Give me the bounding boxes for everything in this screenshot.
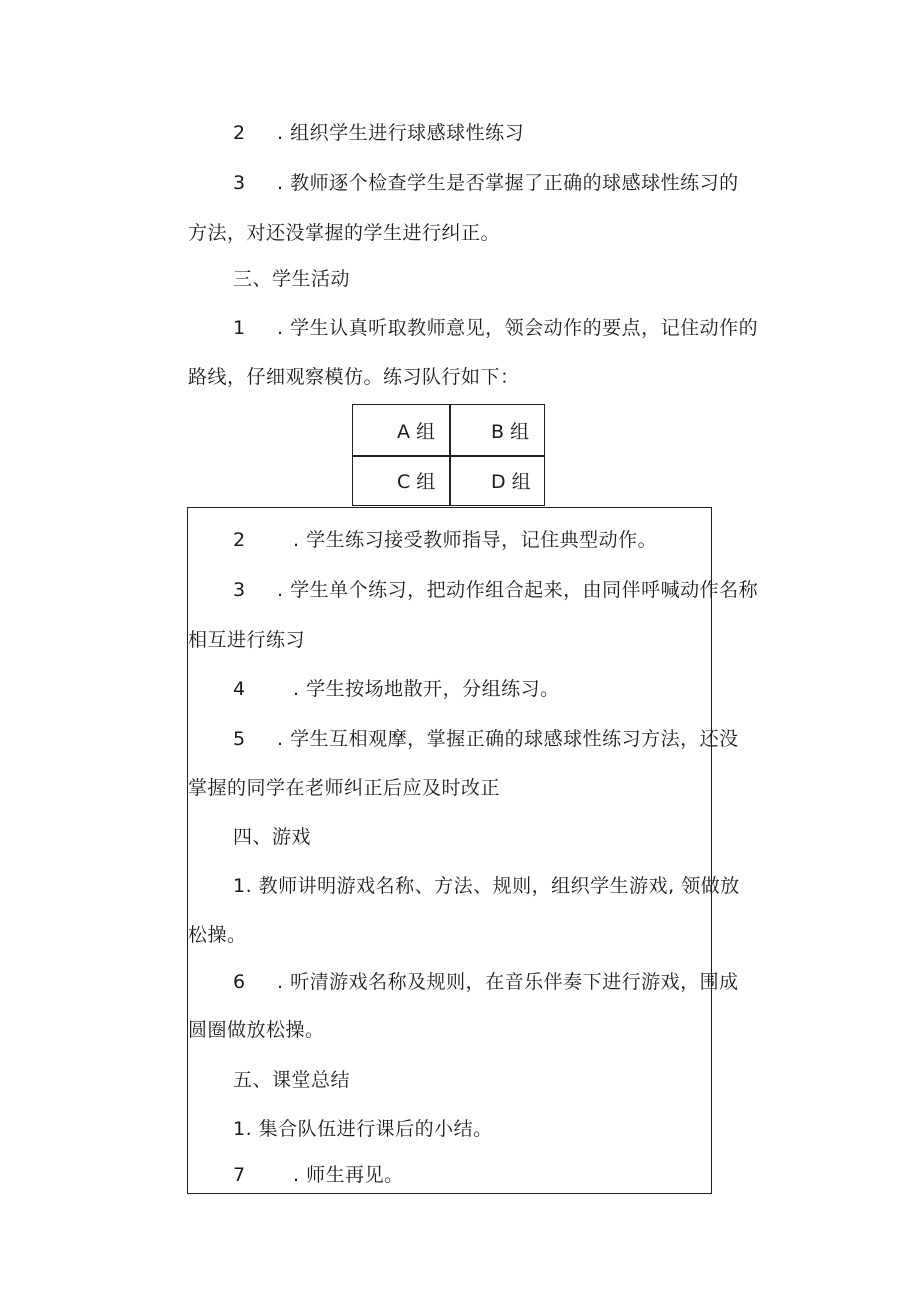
step-2 — [233, 528, 657, 552]
grid-divider — [353, 455, 544, 457]
item-text: . 教师逐个检查学生是否掌握了正确的球感球性练习的 — [277, 172, 739, 194]
item-2 — [233, 121, 524, 145]
item-number: 3 — [233, 579, 246, 601]
group-c-cell: C 组 — [397, 471, 436, 493]
formation-grid — [352, 404, 545, 506]
summary-7 — [233, 1163, 404, 1187]
group-b-cell: B 组 — [491, 421, 530, 443]
item-1-line1 — [233, 316, 758, 340]
group-d-cell: D 组 — [491, 471, 531, 493]
section-heading: 五、课堂总结 — [233, 1069, 351, 1091]
step-3-line1 — [233, 578, 758, 602]
item-number: 2 — [233, 529, 246, 551]
item-number: 7 — [233, 1164, 246, 1186]
item-text: . 学生认真听取教师意见，领会动作的要点，记住动作的 — [277, 317, 759, 339]
section-heading: 四、游戏 — [233, 826, 312, 848]
step-4 — [233, 677, 560, 701]
game-1-line1: 1. 教师讲明游戏名称、方法、规则，组织学生游戏, 领做放 — [233, 875, 740, 897]
section-heading: 三、学生活动 — [233, 268, 351, 290]
item-3-line2: 方法，对还没掌握的学生进行纠正。 — [188, 222, 501, 244]
game-6-line2: 圆圈做放松操。 — [188, 1019, 325, 1041]
item-3-line1 — [233, 171, 739, 195]
item-number: 2 — [233, 122, 246, 144]
game-1-line2: 松操。 — [188, 924, 247, 946]
summary-1: 1. 集合队伍进行课后的小结。 — [233, 1118, 493, 1140]
step-3-line2: 相互进行练习 — [188, 629, 306, 651]
item-text: . 学生按场地散开，分组练习。 — [293, 678, 560, 700]
step-5-line1 — [233, 727, 739, 751]
item-number: 5 — [233, 728, 246, 750]
item-text: . 师生再见。 — [293, 1164, 404, 1186]
item-number: 3 — [233, 172, 246, 194]
item-1-line2: 路线，仔细观察模仿。练习队行如下： — [188, 366, 520, 388]
step-5-line2: 掌握的同学在老师纠正后应及时改正 — [188, 777, 501, 799]
item-text: . 学生互相观摩，掌握正确的球感球性练习方法，还没 — [277, 728, 739, 750]
item-number: 4 — [233, 678, 246, 700]
item-text: . 组织学生进行球感球性练习 — [277, 122, 525, 144]
item-number: 1 — [233, 317, 246, 339]
item-text: . 学生单个练习，把动作组合起来，由同伴呼喊动作名称 — [277, 579, 759, 601]
item-text: . 学生练习接受教师指导，记住典型动作。 — [293, 529, 658, 551]
item-number: 6 — [233, 971, 246, 993]
group-a-cell: A 组 — [397, 421, 436, 443]
item-text: . 听清游戏名称及规则，在音乐伴奏下进行游戏，围成 — [277, 971, 739, 993]
game-6-line1 — [233, 970, 739, 994]
